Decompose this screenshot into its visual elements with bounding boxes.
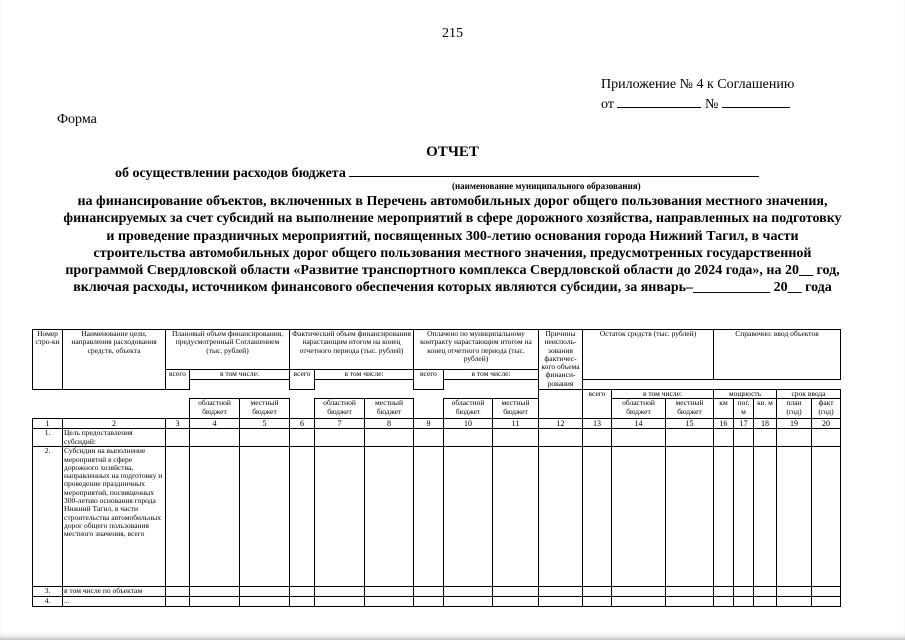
- table-row: [33, 429, 841, 447]
- col-num: 15: [666, 419, 714, 429]
- header-row-number: Номер стро-ки: [33, 330, 63, 390]
- col-num: 14: [612, 419, 666, 429]
- header-paid-total: всего: [414, 370, 444, 390]
- row-number: 1.: [33, 429, 63, 447]
- col-num: 7: [315, 419, 365, 429]
- header-actual-local: местный бюджет: [365, 399, 414, 419]
- col-num: 19: [777, 419, 812, 429]
- table-row: [33, 587, 841, 597]
- col-num: 8: [365, 419, 414, 429]
- header-capacity: мощность: [714, 390, 777, 399]
- col-num: 1: [33, 419, 63, 429]
- header-km: км: [714, 399, 734, 419]
- date-blank: [617, 94, 701, 108]
- row-number: 4.: [33, 597, 63, 606]
- col-num: 18: [754, 419, 777, 429]
- report-body: на финансирование объектов, включенных в Перечень автомобильных дорог общего пользования местного значения, финансируемых за счет субсидий на выполнение мероприятий в сфере дорожного хозяйства, направленных на подготовку и проведение праздничных мероприятий, посвященных 300-летию основания города Нижний Тагил, в части строительства автомобильных дорог общего пользования местного значения, предусмотренных государственной программой Свердловской области «Развитие транспортного комплекса Свердловской области до 2024 года», на 20__ год, включая расходы, источником финансового обеспечения которых являются субсидии, за январь–___________ 20__ года: [63, 194, 842, 296]
- header-fact-year: факт (год): [812, 399, 841, 419]
- col-num: 12: [539, 419, 583, 429]
- appendix-title: Приложение № 4 к Соглашению: [601, 77, 795, 92]
- header-deadline: срок ввода: [777, 390, 841, 399]
- form-label: Форма: [57, 112, 97, 127]
- header-balance-total: всего: [583, 390, 612, 419]
- row-name: ...: [63, 597, 166, 606]
- header-paid-regional: областной бюджет: [444, 399, 493, 419]
- municipality-blank: [349, 163, 759, 177]
- col-num: 9: [414, 419, 444, 429]
- table-row: [33, 597, 841, 606]
- report-table: [32, 329, 841, 607]
- col-num: 17: [734, 419, 754, 429]
- col-num: 11: [493, 419, 539, 429]
- col-num: 13: [583, 419, 612, 429]
- header-actual-total: всего: [290, 370, 315, 390]
- header-balance: Остаток средств (тыс. рублей): [583, 330, 714, 380]
- col-num: 16: [714, 419, 734, 429]
- table-row: [33, 447, 841, 587]
- header-plan-year: план (год): [777, 399, 812, 419]
- report-title: ОТЧЕТ: [426, 144, 479, 160]
- report-line1-text: об осуществлении расходов бюджета: [115, 166, 346, 181]
- col-num: 6: [290, 419, 315, 429]
- appendix-date-number: [601, 94, 790, 113]
- col-num: 4: [190, 419, 240, 429]
- appendix-number-sign: №: [704, 97, 719, 112]
- row-number: 2.: [33, 447, 63, 587]
- header-actual-regional: областной бюджет: [315, 399, 365, 419]
- header-actual: Фактический объем финансирования нарастающим итогом на конец отчетного периода (тыс. рублей): [290, 330, 414, 370]
- row-number: 3.: [33, 587, 63, 597]
- report-table-wrapper: [32, 329, 841, 607]
- col-num: 5: [240, 419, 290, 429]
- report-line1: [115, 163, 759, 182]
- header-planned-regional: областной бюджет: [190, 399, 240, 419]
- header-planned-total: всего: [166, 370, 190, 390]
- column-numbers-row: [33, 419, 841, 429]
- col-num: 10: [444, 419, 493, 429]
- header-actual-incl: в том числе:: [315, 370, 414, 380]
- row-name: Субсидии на выполнение мероприятий в сфере дорожного хозяйства, направленных на подготовку и проведение праздничных мероприятий, посвященных 300-летию основания города Нижний Тагил, в части строительства автомобильных дорог общего пользования местного значения, всего: [63, 447, 166, 587]
- header-planned-incl: в том числе:: [190, 370, 290, 380]
- header-paid-incl: в том числе:: [444, 370, 539, 380]
- header-paid-local: местный бюджет: [493, 399, 539, 419]
- col-num: 2: [63, 419, 166, 429]
- col-num: 20: [812, 419, 841, 429]
- header-balance-local: местный бюджет: [666, 399, 714, 419]
- header-paid: Оплачено по муниципальному контракту нарастающим итогом на конец отчетного периода (тыс. рублей): [414, 330, 539, 370]
- appendix-from-label: от: [601, 97, 614, 112]
- row-name: в том числе по объектам: [63, 587, 166, 597]
- header-pog: пог. м: [734, 399, 754, 419]
- header-balance-regional: областной бюджет: [612, 399, 666, 419]
- header-balance-incl: в том числе:: [612, 390, 714, 399]
- header-planned-local: местный бюджет: [240, 399, 290, 419]
- header-name: Наименование цели, направления расходования средств, объекта: [63, 330, 166, 390]
- header-kvm: кв. м: [754, 399, 777, 419]
- municipality-caption: (наименование муниципального образования): [452, 181, 641, 191]
- header-reference: Справочно: ввод объектов: [714, 330, 841, 380]
- header-planned: Плановый объем финансирования, предусмотренный Соглашением (тыс. рублей): [166, 330, 290, 370]
- header-reasons: Причины неисполь-зования фактичес-кого объема финанси-рования: [539, 330, 583, 390]
- col-num: 3: [166, 419, 190, 429]
- row-name: Цель предоставления субсидий:: [63, 429, 166, 447]
- number-blank: [722, 94, 790, 108]
- page-number: 215: [442, 26, 463, 41]
